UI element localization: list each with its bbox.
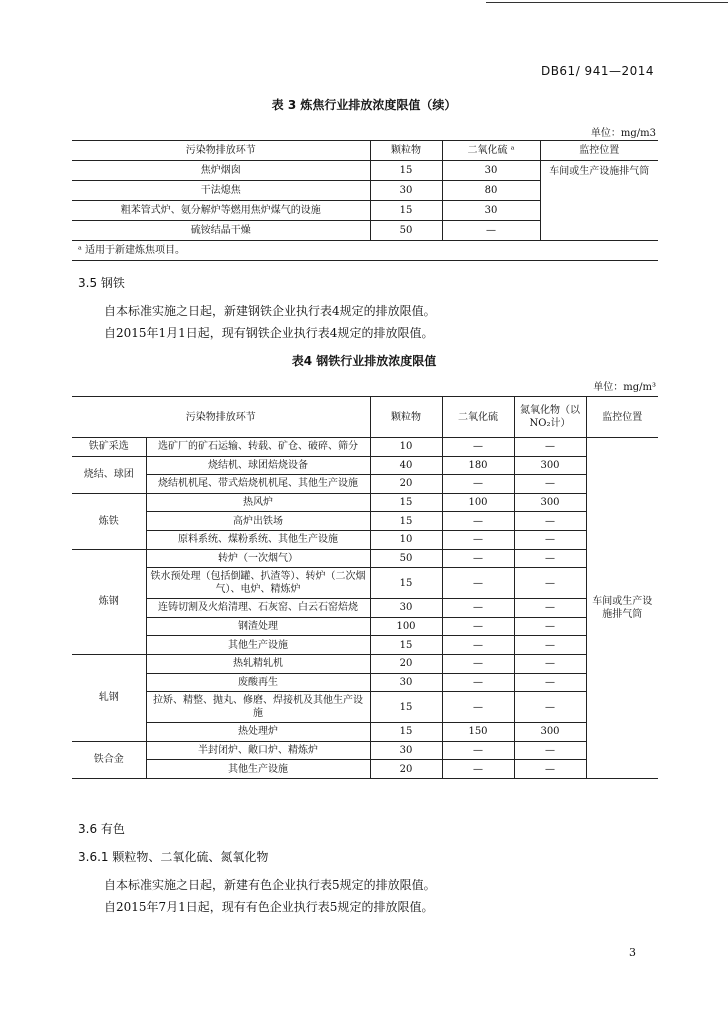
table4-cell: 热处理炉 <box>146 723 370 742</box>
table4-caption: 表4 钢铁行业排放浓度限值 <box>291 354 437 368</box>
table4-cell: — <box>514 512 586 531</box>
section-3-6-heading: 3.6 有色 <box>78 822 125 836</box>
table4-cell: 100 <box>442 493 514 512</box>
table4-group-label: 轧钢 <box>72 654 146 741</box>
section-3-6-1-heading: 3.6.1 颗粒物、二氧化硫、氮氧化物 <box>78 850 269 864</box>
table4-cell: — <box>442 692 514 723</box>
table4-cell: 拉矫、精整、抛丸、修磨、焊接机及其他生产设施 <box>146 692 370 723</box>
table4-group-label: 烧结、球团 <box>72 456 146 493</box>
table3-cell: 50 <box>370 221 442 241</box>
table4-cell: — <box>442 438 514 457</box>
table4-cell: — <box>514 530 586 549</box>
table4-cell: 30 <box>370 673 442 692</box>
table4-cell: 原料系统、煤粉系统、其他生产设施 <box>146 530 370 549</box>
table4-cell: — <box>514 617 586 636</box>
section-3-5-heading: 3.5 钢铁 <box>78 276 125 290</box>
table4-cell: — <box>514 692 586 723</box>
table4-cell: 15 <box>370 692 442 723</box>
table4-cell: 15 <box>370 512 442 531</box>
table4-cell: — <box>442 549 514 568</box>
section-3-6-para1: 自本标准实施之日起，新建有色企业执行表5规定的排放限值。 <box>104 878 436 892</box>
table4-header-monitor: 监控位置 <box>586 397 658 438</box>
table4-monitor: 车间或生产设施排气筒 <box>586 438 658 779</box>
section-3-6-para2: 自2015年7月1日起，现有有色企业执行表5规定的排放限值。 <box>104 900 434 914</box>
table4 <box>72 396 658 779</box>
table4-cell: — <box>442 530 514 549</box>
table4-cell: 其他生产设施 <box>146 760 370 779</box>
table3-cell: 30 <box>442 161 540 181</box>
table3-header-pm: 颗粒物 <box>370 141 442 161</box>
table4-cell: — <box>514 599 586 618</box>
table4-group-label: 铁合金 <box>72 741 146 778</box>
table3-header-monitor: 监控位置 <box>540 141 658 161</box>
table4-cell: 20 <box>370 654 442 673</box>
table4-cell: — <box>514 549 586 568</box>
section-3-5-para1: 自本标准实施之日起，新建钢铁企业执行表4规定的排放限值。 <box>104 304 436 318</box>
table4-header-so2: 二氧化硫 <box>442 397 514 438</box>
table4-cell: — <box>442 475 514 494</box>
table4-cell: 15 <box>370 493 442 512</box>
table4-cell: 选矿厂的矿石运输、转载、矿仓、破碎、筛分 <box>146 438 370 457</box>
table3-cell: 30 <box>442 201 540 221</box>
table4-cell: — <box>514 475 586 494</box>
table4-cell: — <box>442 760 514 779</box>
table4-cell: 150 <box>442 723 514 742</box>
table4-header-process: 污染物排放环节 <box>72 397 370 438</box>
table4-cell: 高炉出铁场 <box>146 512 370 531</box>
table4-cell: — <box>442 568 514 599</box>
table4-cell: — <box>442 673 514 692</box>
top-rule <box>486 2 728 3</box>
table4-cell: 50 <box>370 549 442 568</box>
table4-cell: 10 <box>370 438 442 457</box>
table4-cell: — <box>442 617 514 636</box>
table4-cell: — <box>442 599 514 618</box>
table3-cell: 15 <box>370 161 442 181</box>
table4-cell: 15 <box>370 568 442 599</box>
table4-cell: — <box>514 636 586 655</box>
table4-cell: 15 <box>370 723 442 742</box>
table3-note: ᵃ 适用于新建炼焦项目。 <box>72 241 658 261</box>
table4-cell: 300 <box>514 723 586 742</box>
table4-cell: 半封闭炉、敞口炉、精炼炉 <box>146 741 370 760</box>
table4-cell: — <box>514 673 586 692</box>
table4-cell: 100 <box>370 617 442 636</box>
table3-unit: 单位：mg/m3 <box>590 128 656 139</box>
table3-caption: 表 3 炼焦行业排放浓度限值（续） <box>271 98 457 112</box>
table4-cell: 烧结机、球团焙烧设备 <box>146 456 370 475</box>
table4-header-pm: 颗粒物 <box>370 397 442 438</box>
section-3-5-para2: 自2015年1月1日起，现有钢铁企业执行表4规定的排放限值。 <box>104 326 434 340</box>
table4-cell: — <box>514 760 586 779</box>
table4-cell: 烧结机机尾、带式焙烧机机尾、其他生产设施 <box>146 475 370 494</box>
table4-cell: 其他生产设施 <box>146 636 370 655</box>
table4-cell: — <box>514 654 586 673</box>
table4-group-label: 炼铁 <box>72 493 146 549</box>
table3-header-so2: 二氧化硫 ᵃ <box>442 141 540 161</box>
table3-cell: — <box>442 221 540 241</box>
table4-cell: 30 <box>370 599 442 618</box>
table4-cell: — <box>442 636 514 655</box>
table4-cell: 40 <box>370 456 442 475</box>
table4-cell: 10 <box>370 530 442 549</box>
table4-cell: 300 <box>514 493 586 512</box>
page-number: 3 <box>629 946 636 959</box>
table4-cell: — <box>442 741 514 760</box>
table4-cell: 连铸切割及火焰清理、石灰窑、白云石窑焙烧 <box>146 599 370 618</box>
table4-cell: — <box>442 512 514 531</box>
table3-monitor: 车间或生产设施排气筒 <box>540 161 658 241</box>
table4-cell: 30 <box>370 741 442 760</box>
table4-cell: — <box>514 438 586 457</box>
table4-group-label: 铁矿采选 <box>72 438 146 457</box>
table3-cell: 焦炉烟囱 <box>72 161 370 181</box>
table3 <box>72 140 658 261</box>
table4-unit: 单位：mg/m³ <box>593 382 656 393</box>
table4-cell: 热风炉 <box>146 493 370 512</box>
table4-cell: 15 <box>370 636 442 655</box>
table3-header-process: 污染物排放环节 <box>72 141 370 161</box>
table4-cell: 20 <box>370 475 442 494</box>
table4-cell: 转炉（一次烟气） <box>146 549 370 568</box>
table4-cell: — <box>514 568 586 599</box>
doc-number: DB61/ 941—2014 <box>540 64 654 78</box>
table4-cell: 废酸再生 <box>146 673 370 692</box>
table4-cell: 180 <box>442 456 514 475</box>
table4-group-label: 炼钢 <box>72 549 146 654</box>
table4-cell: 300 <box>514 456 586 475</box>
table4-cell: 20 <box>370 760 442 779</box>
table4-cell: 热轧精轧机 <box>146 654 370 673</box>
table3-cell: 硫铵结晶干燥 <box>72 221 370 241</box>
table3-cell: 粗苯管式炉、氨分解炉等燃用焦炉煤气的设施 <box>72 201 370 221</box>
table4-cell: — <box>514 741 586 760</box>
table3-cell: 15 <box>370 201 442 221</box>
table4-header-nox: 氮氧化物（以NO₂计） <box>514 397 586 438</box>
table3-cell: 30 <box>370 181 442 201</box>
table4-cell: — <box>442 654 514 673</box>
table4-cell: 钢渣处理 <box>146 617 370 636</box>
table4-cell: 铁水预处理（包括倒罐、扒渣等）、转炉（二次烟气）、电炉、精炼炉 <box>146 568 370 599</box>
table3-cell: 干法熄焦 <box>72 181 370 201</box>
table3-cell: 80 <box>442 181 540 201</box>
